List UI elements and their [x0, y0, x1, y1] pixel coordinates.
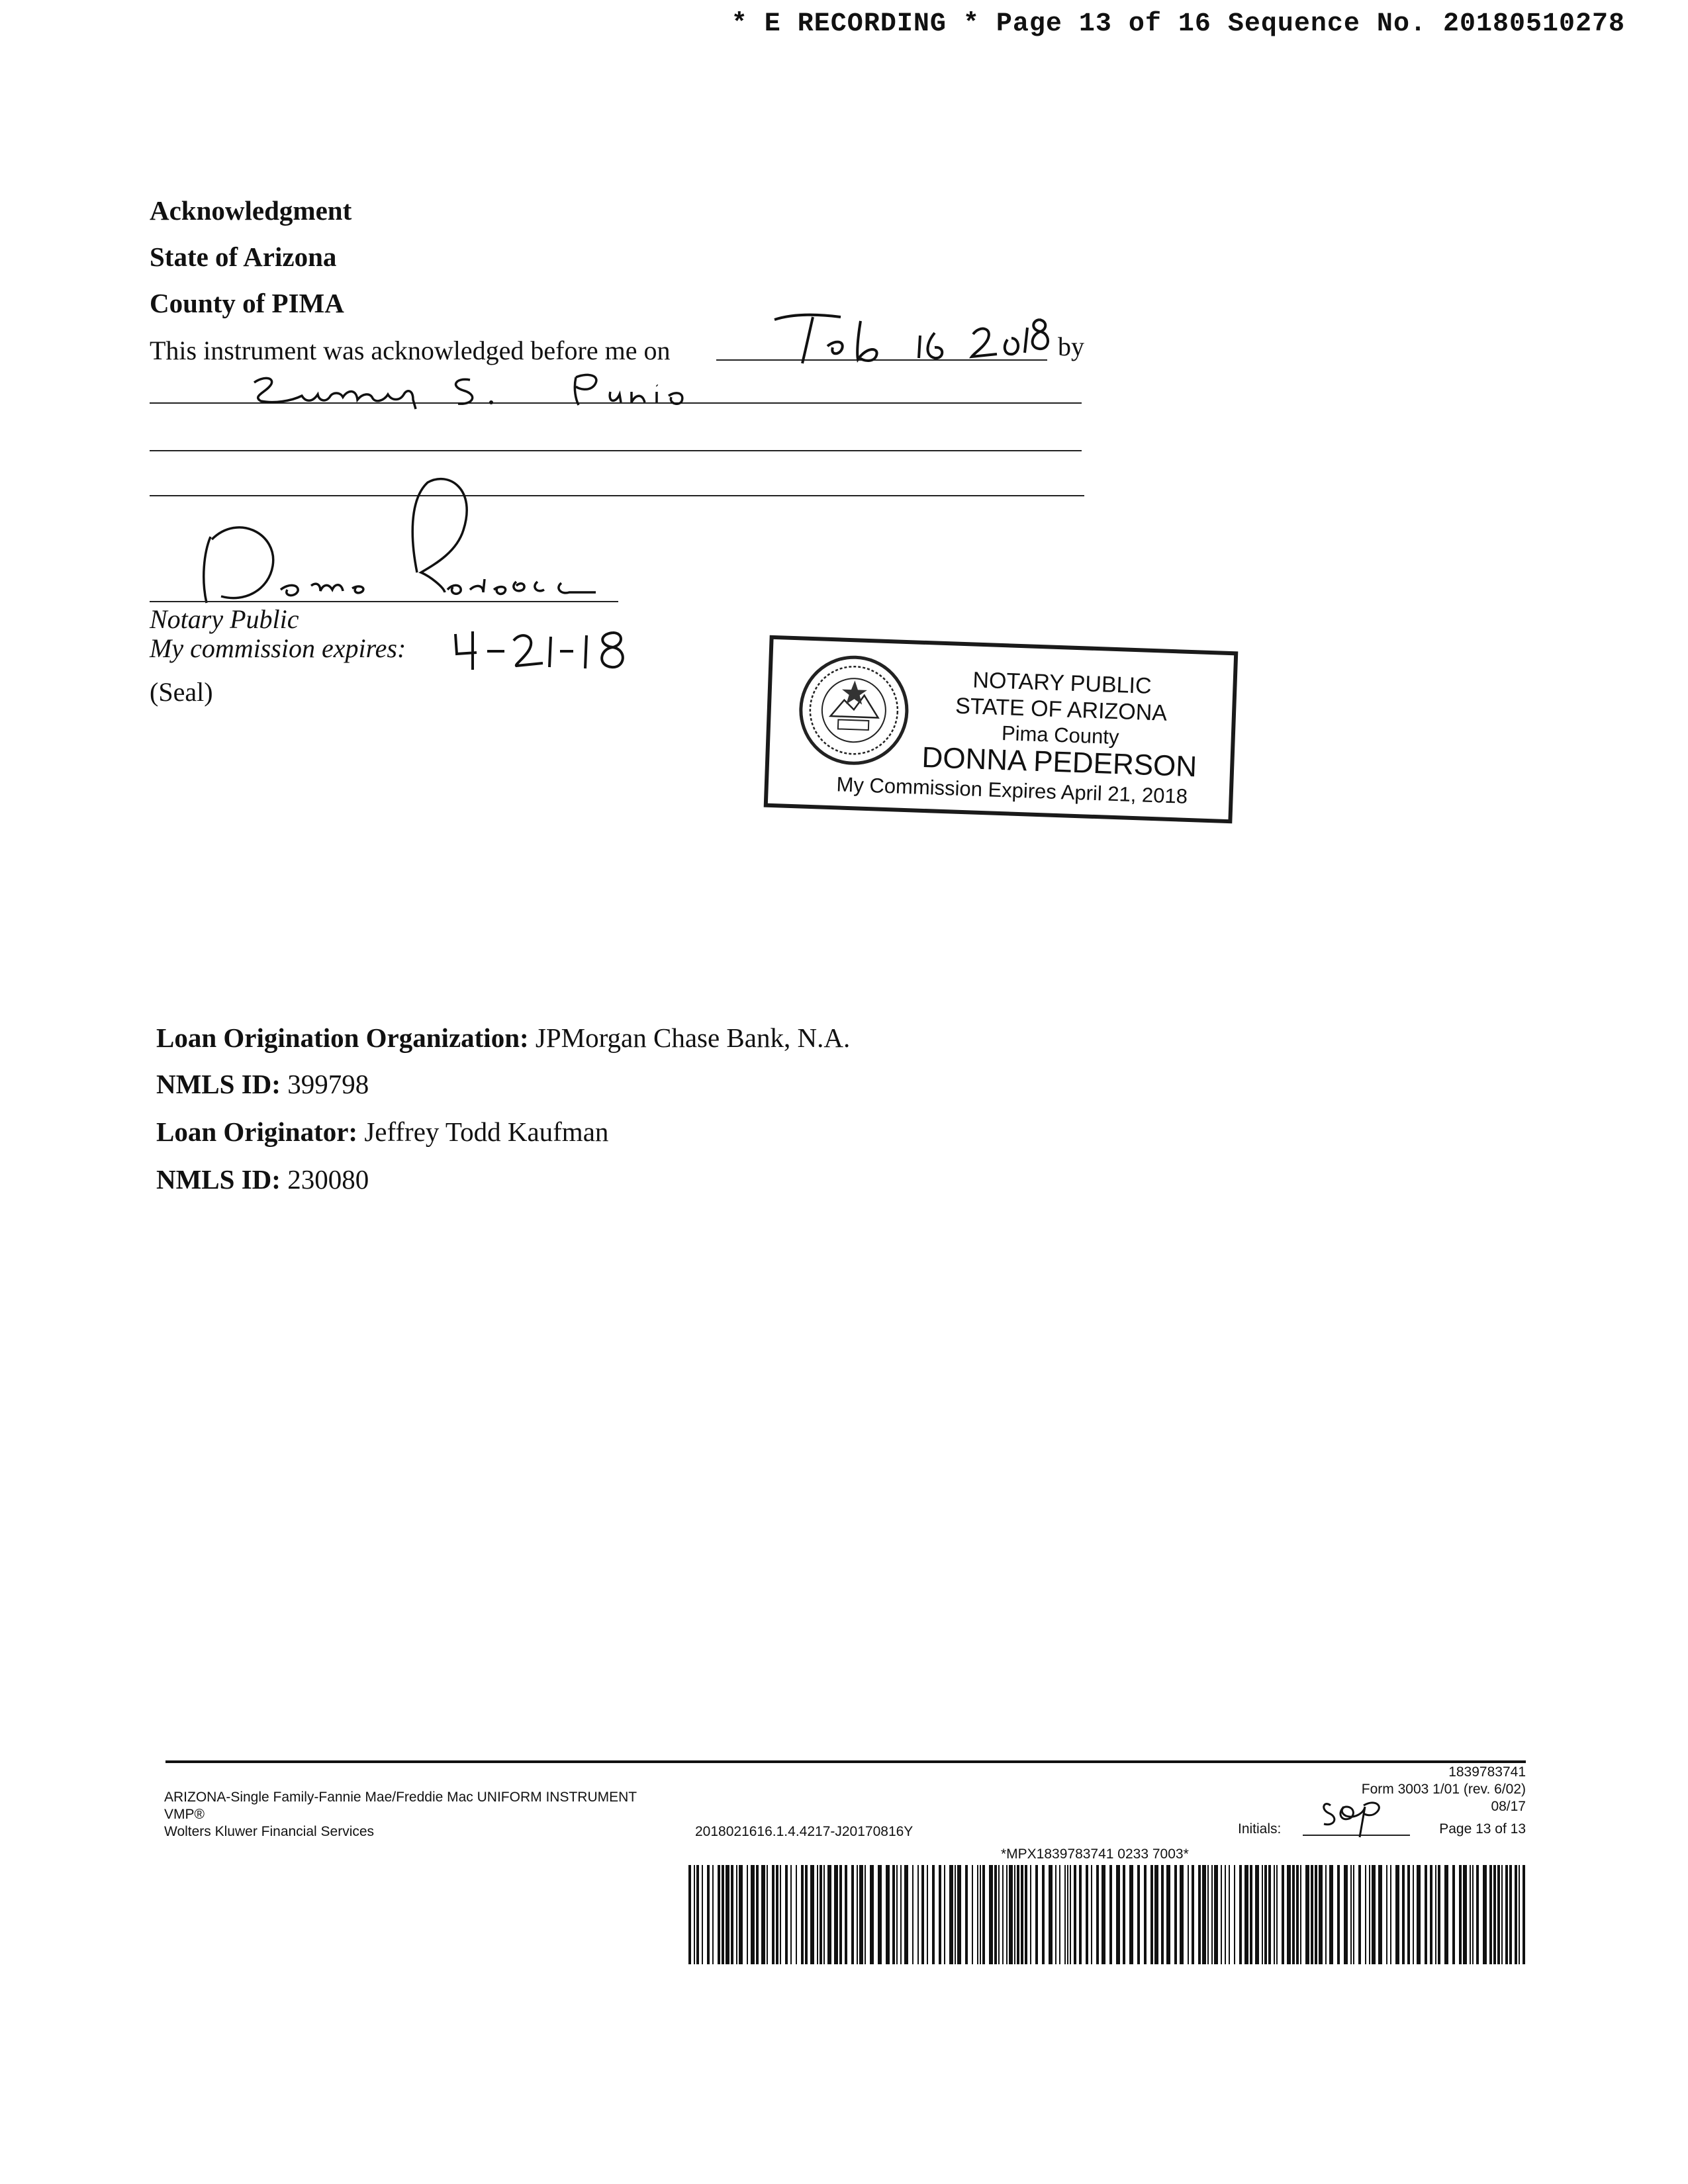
footer-initials-label: Initials: [1238, 1821, 1282, 1837]
barcode-bar [712, 1865, 714, 1964]
footer-rule [165, 1760, 1526, 1763]
barcode-bar [1268, 1865, 1271, 1964]
barcode-bar [736, 1865, 737, 1964]
barcode-bar [1255, 1865, 1259, 1964]
barcode-bar [1395, 1865, 1399, 1964]
barcode-bar [1067, 1865, 1068, 1964]
barcode-bar [1483, 1865, 1487, 1964]
barcode-bar [722, 1865, 724, 1964]
barcode-bar [707, 1865, 710, 1964]
stamp-county: Pima County [1001, 721, 1120, 749]
barcode-bar [1207, 1865, 1209, 1964]
loan-originator-value: Jeffrey Todd Kaufman [364, 1116, 609, 1147]
barcode-bar [1244, 1865, 1248, 1964]
barcode-bar [834, 1865, 838, 1964]
notary-signature [199, 473, 622, 606]
barcode-bar [857, 1865, 858, 1964]
barcode-bar [1417, 1865, 1421, 1964]
barcode-bar [785, 1865, 788, 1964]
barcode-text: *MPX1839783741 0233 7003* [1001, 1846, 1189, 1862]
barcode-bar [1315, 1865, 1317, 1964]
barcode-bar [1353, 1865, 1354, 1964]
barcode-bar [1030, 1865, 1031, 1964]
handwritten-commission-date [450, 622, 649, 675]
barcode-bar [1055, 1865, 1056, 1964]
state-line: State of Arizona [150, 242, 337, 272]
barcode-bar [1239, 1865, 1242, 1964]
barcode-bar [1154, 1865, 1158, 1964]
barcode-bar [817, 1865, 818, 1964]
barcode-bar [900, 1865, 902, 1964]
barcode-bar [1234, 1865, 1235, 1964]
barcode-bar [1344, 1865, 1348, 1964]
barcode-bar [1493, 1865, 1496, 1964]
barcode-bar [1096, 1865, 1099, 1964]
barcode-bar [1250, 1865, 1252, 1964]
barcode-bar [949, 1865, 953, 1964]
barcode-bar [1116, 1865, 1120, 1964]
barcode-bar [1358, 1865, 1361, 1964]
barcode-bar [1174, 1865, 1177, 1964]
barcode-bar [1476, 1865, 1479, 1964]
barcode-bar [1372, 1865, 1376, 1964]
barcode-bar [805, 1865, 808, 1964]
barcode-bar [1211, 1865, 1213, 1964]
barcode [688, 1865, 1529, 1964]
barcode-bar [1300, 1865, 1301, 1964]
barcode-bar [955, 1865, 956, 1964]
barcode-bar [1329, 1865, 1333, 1964]
barcode-bar [1180, 1865, 1184, 1964]
barcode-bar [1325, 1865, 1327, 1964]
barcode-bar [1519, 1865, 1520, 1964]
barcode-bar [1509, 1865, 1512, 1964]
barcode-bar [994, 1865, 997, 1964]
barcode-bar [892, 1865, 895, 1964]
barcode-bar [1198, 1865, 1201, 1964]
barcode-bar [957, 1865, 961, 1964]
barcode-bar [1402, 1865, 1405, 1964]
barcode-bar [1430, 1865, 1432, 1964]
barcode-bar [1463, 1865, 1467, 1964]
barcode-bar [1319, 1865, 1323, 1964]
barcode-bar [1009, 1865, 1013, 1964]
barcode-bar [1035, 1865, 1038, 1964]
barcode-bar [1229, 1865, 1230, 1964]
nmls-id-label-1: NMLS ID: [156, 1069, 281, 1099]
barcode-bar [790, 1865, 792, 1964]
barcode-bar [878, 1865, 882, 1964]
barcode-bar [1188, 1865, 1189, 1964]
barcode-bar [767, 1865, 768, 1964]
barcode-bar [1144, 1865, 1147, 1964]
nmls-id-label-2: NMLS ID: [156, 1164, 281, 1195]
barcode-bar [1523, 1865, 1525, 1964]
barcode-bar [1452, 1865, 1455, 1964]
barcode-bar [896, 1865, 898, 1964]
barcode-bar [904, 1865, 908, 1964]
barcode-bar [1438, 1865, 1440, 1964]
barcode-bar [921, 1865, 924, 1964]
stamp-state: STATE OF ARIZONA [955, 693, 1168, 726]
barcode-bar [731, 1865, 733, 1964]
barcode-bar [1350, 1865, 1352, 1964]
barcode-bar [1489, 1865, 1492, 1964]
stamp-expiration: My Commission Expires April 21, 2018 [836, 772, 1188, 808]
barcode-bar [1407, 1865, 1410, 1964]
barcode-bar [1074, 1865, 1076, 1964]
barcode-bar [1225, 1865, 1226, 1964]
barcode-bar [756, 1865, 759, 1964]
statement-by: by [1058, 332, 1084, 361]
barcode-bar [810, 1865, 814, 1964]
barcode-bar [1378, 1865, 1382, 1964]
barcode-bar [1123, 1865, 1125, 1964]
barcode-bar [1091, 1865, 1092, 1964]
barcode-bar [1049, 1865, 1053, 1964]
barcode-bar [1459, 1865, 1462, 1964]
barcode-bar [851, 1865, 854, 1964]
barcode-bar [1470, 1865, 1471, 1964]
barcode-bar [1002, 1865, 1004, 1964]
barcode-bar [1202, 1865, 1206, 1964]
barcode-bar [1086, 1865, 1088, 1964]
barcode-bar [1059, 1865, 1060, 1964]
loan-org-value: JPMorgan Chase Bank, N.A. [535, 1023, 851, 1053]
barcode-bar [1444, 1865, 1448, 1964]
barcode-bar [796, 1865, 797, 1964]
barcode-bar [718, 1865, 720, 1964]
barcode-bar [939, 1865, 941, 1964]
loan-org-label: Loan Origination Organization: [156, 1023, 529, 1053]
barcode-bar [1025, 1865, 1027, 1964]
barcode-bar [751, 1865, 755, 1964]
barcode-bar [1021, 1865, 1023, 1964]
barcode-bar [1287, 1865, 1291, 1964]
seal-label: (Seal) [150, 677, 213, 707]
barcode-bar [1390, 1865, 1391, 1964]
barcode-bar [1296, 1865, 1299, 1964]
barcode-bar [1425, 1865, 1427, 1964]
barcode-bar [1369, 1865, 1370, 1964]
barcode-bar [1109, 1865, 1112, 1964]
acknowledgment-statement: This instrument was acknowledged before me on [150, 336, 671, 365]
barcode-bar [1214, 1865, 1218, 1964]
barcode-bar [1264, 1865, 1267, 1964]
barcode-bar [944, 1865, 945, 1964]
barcode-bar [1497, 1865, 1500, 1964]
barcode-bar [1276, 1865, 1278, 1964]
barcode-bar [1221, 1865, 1222, 1964]
barcode-bar [1014, 1865, 1015, 1964]
barcode-bar [696, 1865, 699, 1964]
barcode-bar [972, 1865, 973, 1964]
stamp-notary-name: DONNA PEDERSON [921, 741, 1197, 784]
barcode-bar [1192, 1865, 1194, 1964]
barcode-bar [1017, 1865, 1019, 1964]
barcode-bar [747, 1865, 748, 1964]
barcode-bar [1064, 1865, 1066, 1964]
footer-vmp: VMP® [164, 1807, 205, 1822]
barcode-bar [739, 1865, 743, 1964]
barcode-bar [965, 1865, 968, 1964]
barcode-bar [1150, 1865, 1153, 1964]
barcode-bar [1262, 1865, 1263, 1964]
notary-public-label: Notary Public [150, 604, 299, 634]
barcode-bar [980, 1865, 981, 1964]
footer-instrument: ARIZONA-Single Family-Fannie Mae/Freddie Mac UNIFORM INSTRUMENT [164, 1790, 637, 1805]
barcode-bar [776, 1865, 778, 1964]
barcode-bar [1515, 1865, 1517, 1964]
handwritten-initials [1317, 1787, 1390, 1840]
barcode-bar [780, 1865, 781, 1964]
notary-stamp [764, 635, 1239, 824]
barcode-bar [998, 1865, 1000, 1964]
commission-expires-label: My commission expires: [150, 633, 406, 663]
barcode-bar [1501, 1865, 1503, 1964]
barcode-bar [1337, 1865, 1340, 1964]
barcode-bar [801, 1865, 804, 1964]
barcode-bar [1305, 1865, 1309, 1964]
state-seal-icon [796, 652, 912, 768]
handwritten-date [761, 295, 1066, 367]
barcode-bar [1386, 1865, 1387, 1964]
recording-header: * E RECORDING * Page 13 of 16 Sequence No. 20180510278 [731, 9, 1625, 39]
footer-doc-code: 2018021616.1.4.4217-J20170816Y [695, 1824, 914, 1839]
barcode-bar [1161, 1865, 1164, 1964]
barcode-bar [989, 1865, 993, 1964]
stamp-title: NOTARY PUBLIC [972, 667, 1152, 699]
barcode-bar [1435, 1865, 1436, 1964]
loan-org-line [156, 1022, 850, 1054]
barcode-bar [1166, 1865, 1170, 1964]
nmls-id-line-2 [156, 1163, 369, 1195]
barcode-bar [761, 1865, 765, 1964]
barcode-bar [932, 1865, 935, 1964]
nmls-id-value-2: 230080 [287, 1164, 369, 1195]
nmls-id-line-1 [156, 1068, 369, 1100]
barcode-bar [1042, 1865, 1045, 1964]
barcode-bar [1311, 1865, 1313, 1964]
barcode-bar [688, 1865, 691, 1964]
notary-signature-line [150, 601, 618, 602]
barcode-bar [839, 1865, 842, 1964]
barcode-bar [820, 1865, 822, 1964]
barcode-bar [865, 1865, 866, 1964]
footer-publisher: Wolters Kluwer Financial Services [164, 1824, 375, 1839]
barcode-bar [870, 1865, 874, 1964]
barcode-bar [886, 1865, 890, 1964]
barcode-bar [917, 1865, 919, 1964]
nmls-id-value-1: 399798 [287, 1069, 369, 1099]
barcode-bar [1070, 1865, 1071, 1964]
barcode-bar [1292, 1865, 1295, 1964]
footer-page: Page 13 of 13 [1439, 1821, 1526, 1837]
barcode-bar [912, 1865, 914, 1964]
barcode-bar [726, 1865, 729, 1964]
barcode-bar [1129, 1865, 1133, 1964]
barcode-bar [1102, 1865, 1105, 1964]
barcode-bar [1274, 1865, 1275, 1964]
barcode-bar [1365, 1865, 1366, 1964]
loan-originator-label: Loan Originator: [156, 1116, 358, 1147]
handwritten-signer-name [245, 363, 735, 412]
footer-revision: 08/17 [1491, 1799, 1526, 1814]
blank-line-1 [150, 450, 1082, 451]
barcode-bar [827, 1865, 831, 1964]
barcode-bar [1006, 1865, 1008, 1964]
barcode-bar [1282, 1865, 1284, 1964]
barcode-bar [982, 1865, 985, 1964]
barcode-bar [702, 1865, 703, 1964]
barcode-bar [977, 1865, 978, 1964]
barcode-bar [772, 1865, 774, 1964]
barcode-bar [1413, 1865, 1414, 1964]
barcode-bar [823, 1865, 825, 1964]
barcode-bar [1137, 1865, 1140, 1964]
barcode-bar [1505, 1865, 1508, 1964]
barcode-bar [845, 1865, 847, 1964]
footer-form: Form 3003 1/01 (rev. 6/02) [1361, 1782, 1526, 1797]
barcode-bar [1472, 1865, 1474, 1964]
acknowledgment-title: Acknowledgment [150, 195, 352, 226]
barcode-bar [694, 1865, 695, 1964]
footer-loan-number: 1839783741 [1448, 1764, 1526, 1780]
county-line: County of PIMA [150, 288, 344, 318]
barcode-bar [927, 1865, 928, 1964]
loan-originator-line [156, 1116, 608, 1148]
barcode-bar [1079, 1865, 1082, 1964]
barcode-bar [859, 1865, 863, 1964]
